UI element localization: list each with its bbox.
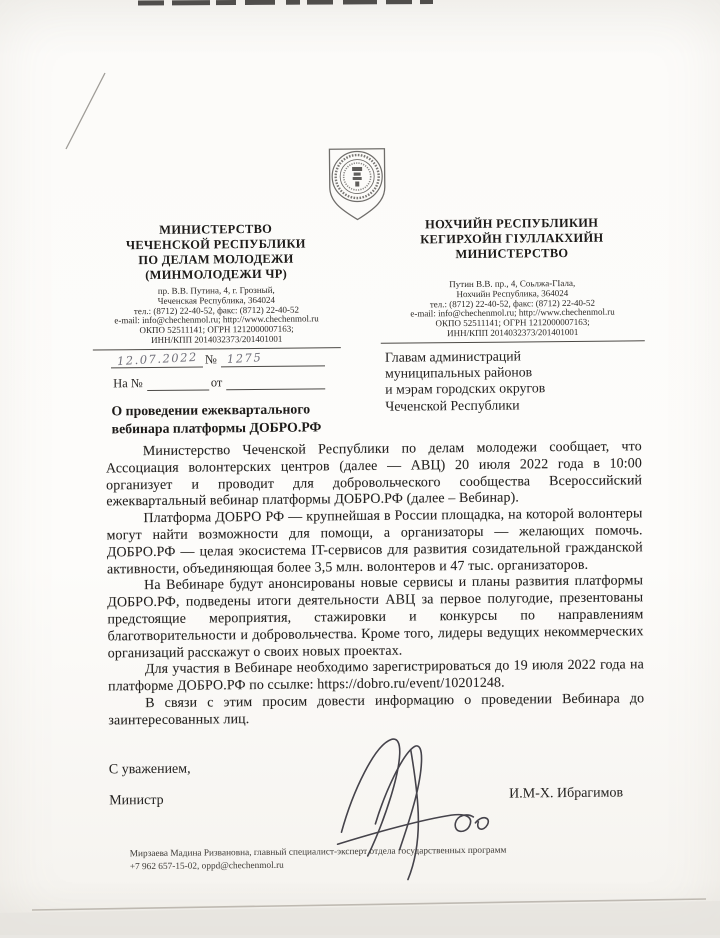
signer-position: Министр (109, 792, 164, 809)
letterhead-line: ПО ДЕЛАМ МОЛОДЕЖИ (138, 251, 294, 268)
reply-to-label: На № (113, 376, 143, 391)
addressee-block (385, 348, 546, 414)
letterhead-line: МИНИСТЕРСТВО (455, 245, 569, 262)
subject-line (111, 400, 411, 438)
letter-body (106, 439, 645, 730)
coat-of-arms-icon (326, 146, 389, 224)
ministry-title-che (380, 215, 644, 263)
addressee-line: Главам администраций (384, 348, 522, 365)
handwritten-number: 1275 (226, 350, 263, 367)
letterhead-line: ЧЕЧЕНСКОЙ РЕСПУБЛИКИ (125, 236, 306, 253)
executor-contact-block (130, 845, 507, 874)
executor-name-line: Мирзаева Мадина Ризвановна, главный специалист-эксперт отдела государственных программ (129, 845, 507, 860)
address-line: тел.: (8712) 22-40-52, факс: (8712) 22-40-52 (133, 304, 300, 316)
letterhead-line: МИНИСТЕРСТВО (159, 221, 273, 237)
reply-reference-row (111, 373, 325, 391)
address-line: Путин В.В. пр., 4, Соьлжа-ГIала, (449, 277, 576, 290)
from-label: от (210, 375, 223, 390)
body-paragraph: Министерство Чеченской Республики по делам молодежи сообщает, что Ассоциация волонтерских центров (далее — АВЦ) 20 июля 2022 года в 10:00 организует и проводит для добровольческого сообщества Всероссийский ежеквартальный вебинар платформы ДОБРО.РФ (далее – Вебинар). (105, 439, 643, 510)
letterhead-line: КЕГИРХОЙН ГIУЛЛАКХИЙН (420, 230, 604, 247)
addressee-line: Чеченской Республики (385, 397, 520, 414)
outgoing-number-field (221, 350, 325, 367)
body-paragraph: На Вебинаре будут анонсированы новые сервисы и планы развития платформы ДОБРО.РФ, подведены итоги деятельности АВЦ за первое полугодие, презентованы предстоящие мероприятия, стажировки и конкурсы по направлениям благотворительности и добровольчества. Кроме того, лидеры ведущих некоммерческих организаций расскажут о своих новых проектах. (107, 573, 644, 661)
reply-number-field (147, 374, 209, 391)
body-paragraph: Платформа ДОБРО РФ — крупнейшая в России площадка, на которой волонтеры могут найти возможности для помощи, а организаторы — желающих помочь. ДОБРО.РФ — целая экосистема IT-сервисов для развития созидательной гражданской активности, объединяющая более 3,5 млн. волонтеров и 47 тыс. организаторов. (106, 506, 643, 578)
address-line: тел.: (8712) 22-40-52, факс: (8712) 22-40-52 (429, 297, 596, 309)
address-line: e-mail: info@chechenmol.ru; http://www.chechenmol.ru (114, 313, 319, 326)
letterhead-line: НОХЧИЙН РЕСПУБЛИКИН (425, 215, 599, 232)
address-line: ИНН/КПП 2014032373/201401001 (151, 333, 283, 345)
ministry-contacts-ru (92, 285, 341, 350)
ministry-title-ru (92, 221, 341, 283)
ministry-contacts-che (380, 278, 645, 343)
address-line: пр. В.В. Путина, 4, г. Грозный, (157, 284, 275, 296)
address-line: ИНН/КПП 2014032373/201401001 (447, 326, 579, 339)
letterhead-right (380, 215, 645, 343)
addressee-line: и мэрам городских округов (385, 380, 546, 398)
subject-line-2: вебинара платформы ДОБРО.РФ (111, 418, 322, 436)
subject-line-1: О проведении ежеквартального (111, 401, 311, 419)
reply-date-field (226, 373, 325, 390)
address-line: e-mail: info@chechenmol.ru; http://www.chechenmol.ru (410, 306, 615, 319)
salutation: С уважением, (108, 761, 191, 778)
date-field (111, 349, 203, 369)
executor-phone-line: +7 962 657-15-02, oppd@chechenmol.ru (129, 860, 284, 872)
address-line: Чеченская Республика, 364024 (157, 294, 276, 306)
number-sign-label: № (204, 352, 217, 367)
body-paragraph: В связи с этим просим довести информацию о проведении Вебинара до заинтересованных лиц. (108, 691, 645, 729)
letterhead-left (92, 221, 341, 350)
signer-name: И.М-Х. Ибрагимов (509, 785, 624, 802)
addressee-line: муниципальных районов (385, 364, 533, 381)
address-line: ОКПО 52511141; ОГРН 1212000007163; (435, 316, 590, 329)
date-number-row (111, 350, 325, 368)
address-line: Нохчийн Республика, 364024 (456, 287, 569, 299)
reference-block (111, 350, 326, 437)
body-paragraph: Для участия в Вебинаре необходимо зарегистрироваться до 19 июля 2022 года на платформе ДОБРО.РФ по ссылке: https://dobro.ru/event/10201248. (108, 657, 644, 695)
handwritten-date: 12.07.2022 (116, 349, 199, 369)
letterhead-line: (МИНМОЛОДЕЖИ ЧР) (145, 266, 288, 283)
address-line: ОКПО 52511141; ОГРН 1212000007163; (139, 323, 294, 336)
